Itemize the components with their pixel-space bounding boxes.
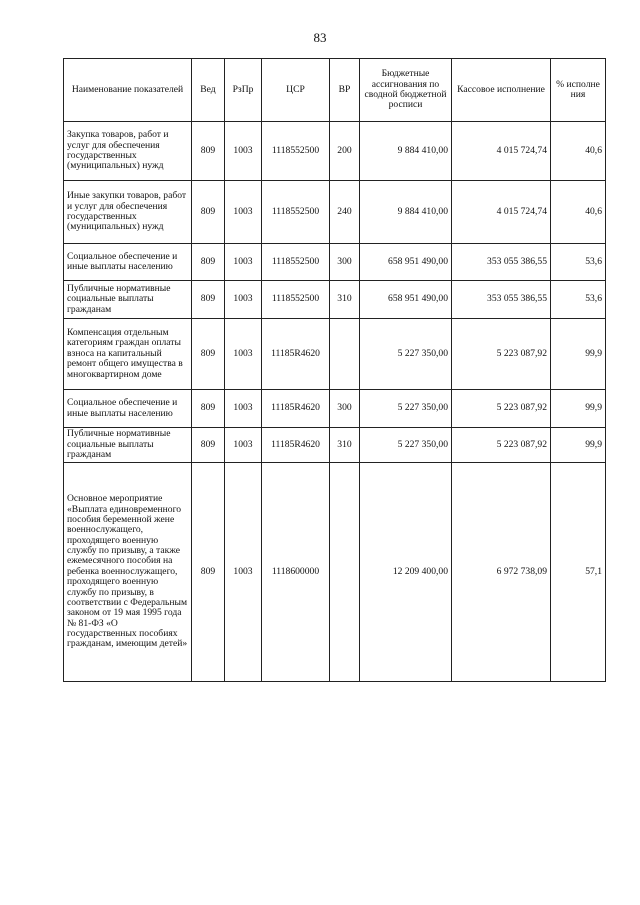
- header-csr: ЦСР: [262, 59, 330, 122]
- table-row: [64, 390, 606, 428]
- row-rzpr: 1003: [225, 181, 262, 244]
- table-row: [64, 463, 606, 682]
- row-budget: 658 951 490,00: [360, 244, 452, 281]
- header-percent: % исполне ния: [551, 59, 606, 122]
- row-csr: 1118552500: [262, 181, 330, 244]
- row-ved: 809: [192, 390, 225, 428]
- table-row: [64, 244, 606, 281]
- row-ved: 809: [192, 181, 225, 244]
- row-cash: 6 972 738,09: [452, 463, 551, 682]
- row-cash: 4 015 724,74: [452, 122, 551, 181]
- row-rzpr: 1003: [225, 319, 262, 390]
- row-vr: [330, 319, 360, 390]
- row-vr: 240: [330, 181, 360, 244]
- header-vr: ВР: [330, 59, 360, 122]
- row-name: Публичные нормативные социальные выплаты гражданам: [64, 281, 192, 319]
- row-rzpr: 1003: [225, 122, 262, 181]
- row-budget: 9 884 410,00: [360, 181, 452, 244]
- row-rzpr: 1003: [225, 281, 262, 319]
- row-vr: 300: [330, 244, 360, 281]
- table-header-row: [64, 59, 606, 122]
- row-name: Иные закупки товаров, работ и услуг для обеспечения государственных (муниципальных) нужд: [64, 181, 192, 244]
- row-csr: 11185R4620: [262, 390, 330, 428]
- row-budget: 5 227 350,00: [360, 319, 452, 390]
- row-cash: 5 223 087,92: [452, 319, 551, 390]
- row-name: Компенсация отдельным категориям граждан оплаты взноса на капитальный ремонт общего имущества в многоквартирном доме: [64, 319, 192, 390]
- row-percent: 99,9: [551, 428, 606, 463]
- row-cash: 5 223 087,92: [452, 390, 551, 428]
- table-row: [64, 428, 606, 463]
- row-rzpr: 1003: [225, 390, 262, 428]
- row-percent: 53,6: [551, 281, 606, 319]
- row-rzpr: 1003: [225, 244, 262, 281]
- row-name: Социальное обеспечение и иные выплаты населению: [64, 244, 192, 281]
- row-ved: 809: [192, 244, 225, 281]
- row-percent: 40,6: [551, 181, 606, 244]
- row-csr: 1118552500: [262, 122, 330, 181]
- row-cash: 5 223 087,92: [452, 428, 551, 463]
- row-budget: 5 227 350,00: [360, 428, 452, 463]
- table-row: [64, 281, 606, 319]
- header-cash: Кассовое исполнение: [452, 59, 551, 122]
- header-name: Наименование показателей: [64, 59, 192, 122]
- header-ved: Вед: [192, 59, 225, 122]
- row-csr: 1118552500: [262, 281, 330, 319]
- table-row: [64, 122, 606, 181]
- row-cash: 4 015 724,74: [452, 181, 551, 244]
- row-csr: 1118600000: [262, 463, 330, 682]
- row-cash: 353 055 386,55: [452, 281, 551, 319]
- row-percent: 99,9: [551, 319, 606, 390]
- row-vr: 310: [330, 428, 360, 463]
- header-budget: Бюджетные ассигнования по сводной бюджетной росписи: [360, 59, 452, 122]
- row-vr: 200: [330, 122, 360, 181]
- row-percent: 53,6: [551, 244, 606, 281]
- row-rzpr: 1003: [225, 463, 262, 682]
- row-cash: 353 055 386,55: [452, 244, 551, 281]
- row-budget: 5 227 350,00: [360, 390, 452, 428]
- budget-execution-table: [63, 58, 606, 682]
- row-csr: 1118552500: [262, 244, 330, 281]
- header-rzpr: РзПр: [225, 59, 262, 122]
- page-number: 83: [313, 30, 327, 45]
- row-ved: 809: [192, 319, 225, 390]
- row-vr: 310: [330, 281, 360, 319]
- row-ved: 809: [192, 463, 225, 682]
- row-budget: 12 209 400,00: [360, 463, 452, 682]
- row-name: Публичные нормативные социальные выплаты гражданам: [64, 428, 192, 463]
- table-row: [64, 319, 606, 390]
- row-vr: [330, 463, 360, 682]
- row-percent: 40,6: [551, 122, 606, 181]
- row-csr: 11185R4620: [262, 319, 330, 390]
- row-name: Социальное обеспечение и иные выплаты населению: [64, 390, 192, 428]
- row-budget: 9 884 410,00: [360, 122, 452, 181]
- row-ved: 809: [192, 428, 225, 463]
- row-name: Закупка товаров, работ и услуг для обеспечения государственных (муниципальных) нужд: [64, 122, 192, 181]
- row-percent: 57,1: [551, 463, 606, 682]
- table-row: [64, 181, 606, 244]
- row-name: Основное мероприятие «Выплата единовременного пособия беременной жене военнослужащего, проходящего военную службу по призыву, а также ежемесячного пособия на ребенка военнослужащего, проходящего военную службу по призыву, в соответствии с Федеральным законом от 19 мая 1995 года № 81-ФЗ «О государственных пособиях гражданам, имеющим детей»: [64, 463, 192, 682]
- row-budget: 658 951 490,00: [360, 281, 452, 319]
- row-ved: 809: [192, 122, 225, 181]
- row-percent: 99,9: [551, 390, 606, 428]
- row-ved: 809: [192, 281, 225, 319]
- row-vr: 300: [330, 390, 360, 428]
- row-csr: 11185R4620: [262, 428, 330, 463]
- row-rzpr: 1003: [225, 428, 262, 463]
